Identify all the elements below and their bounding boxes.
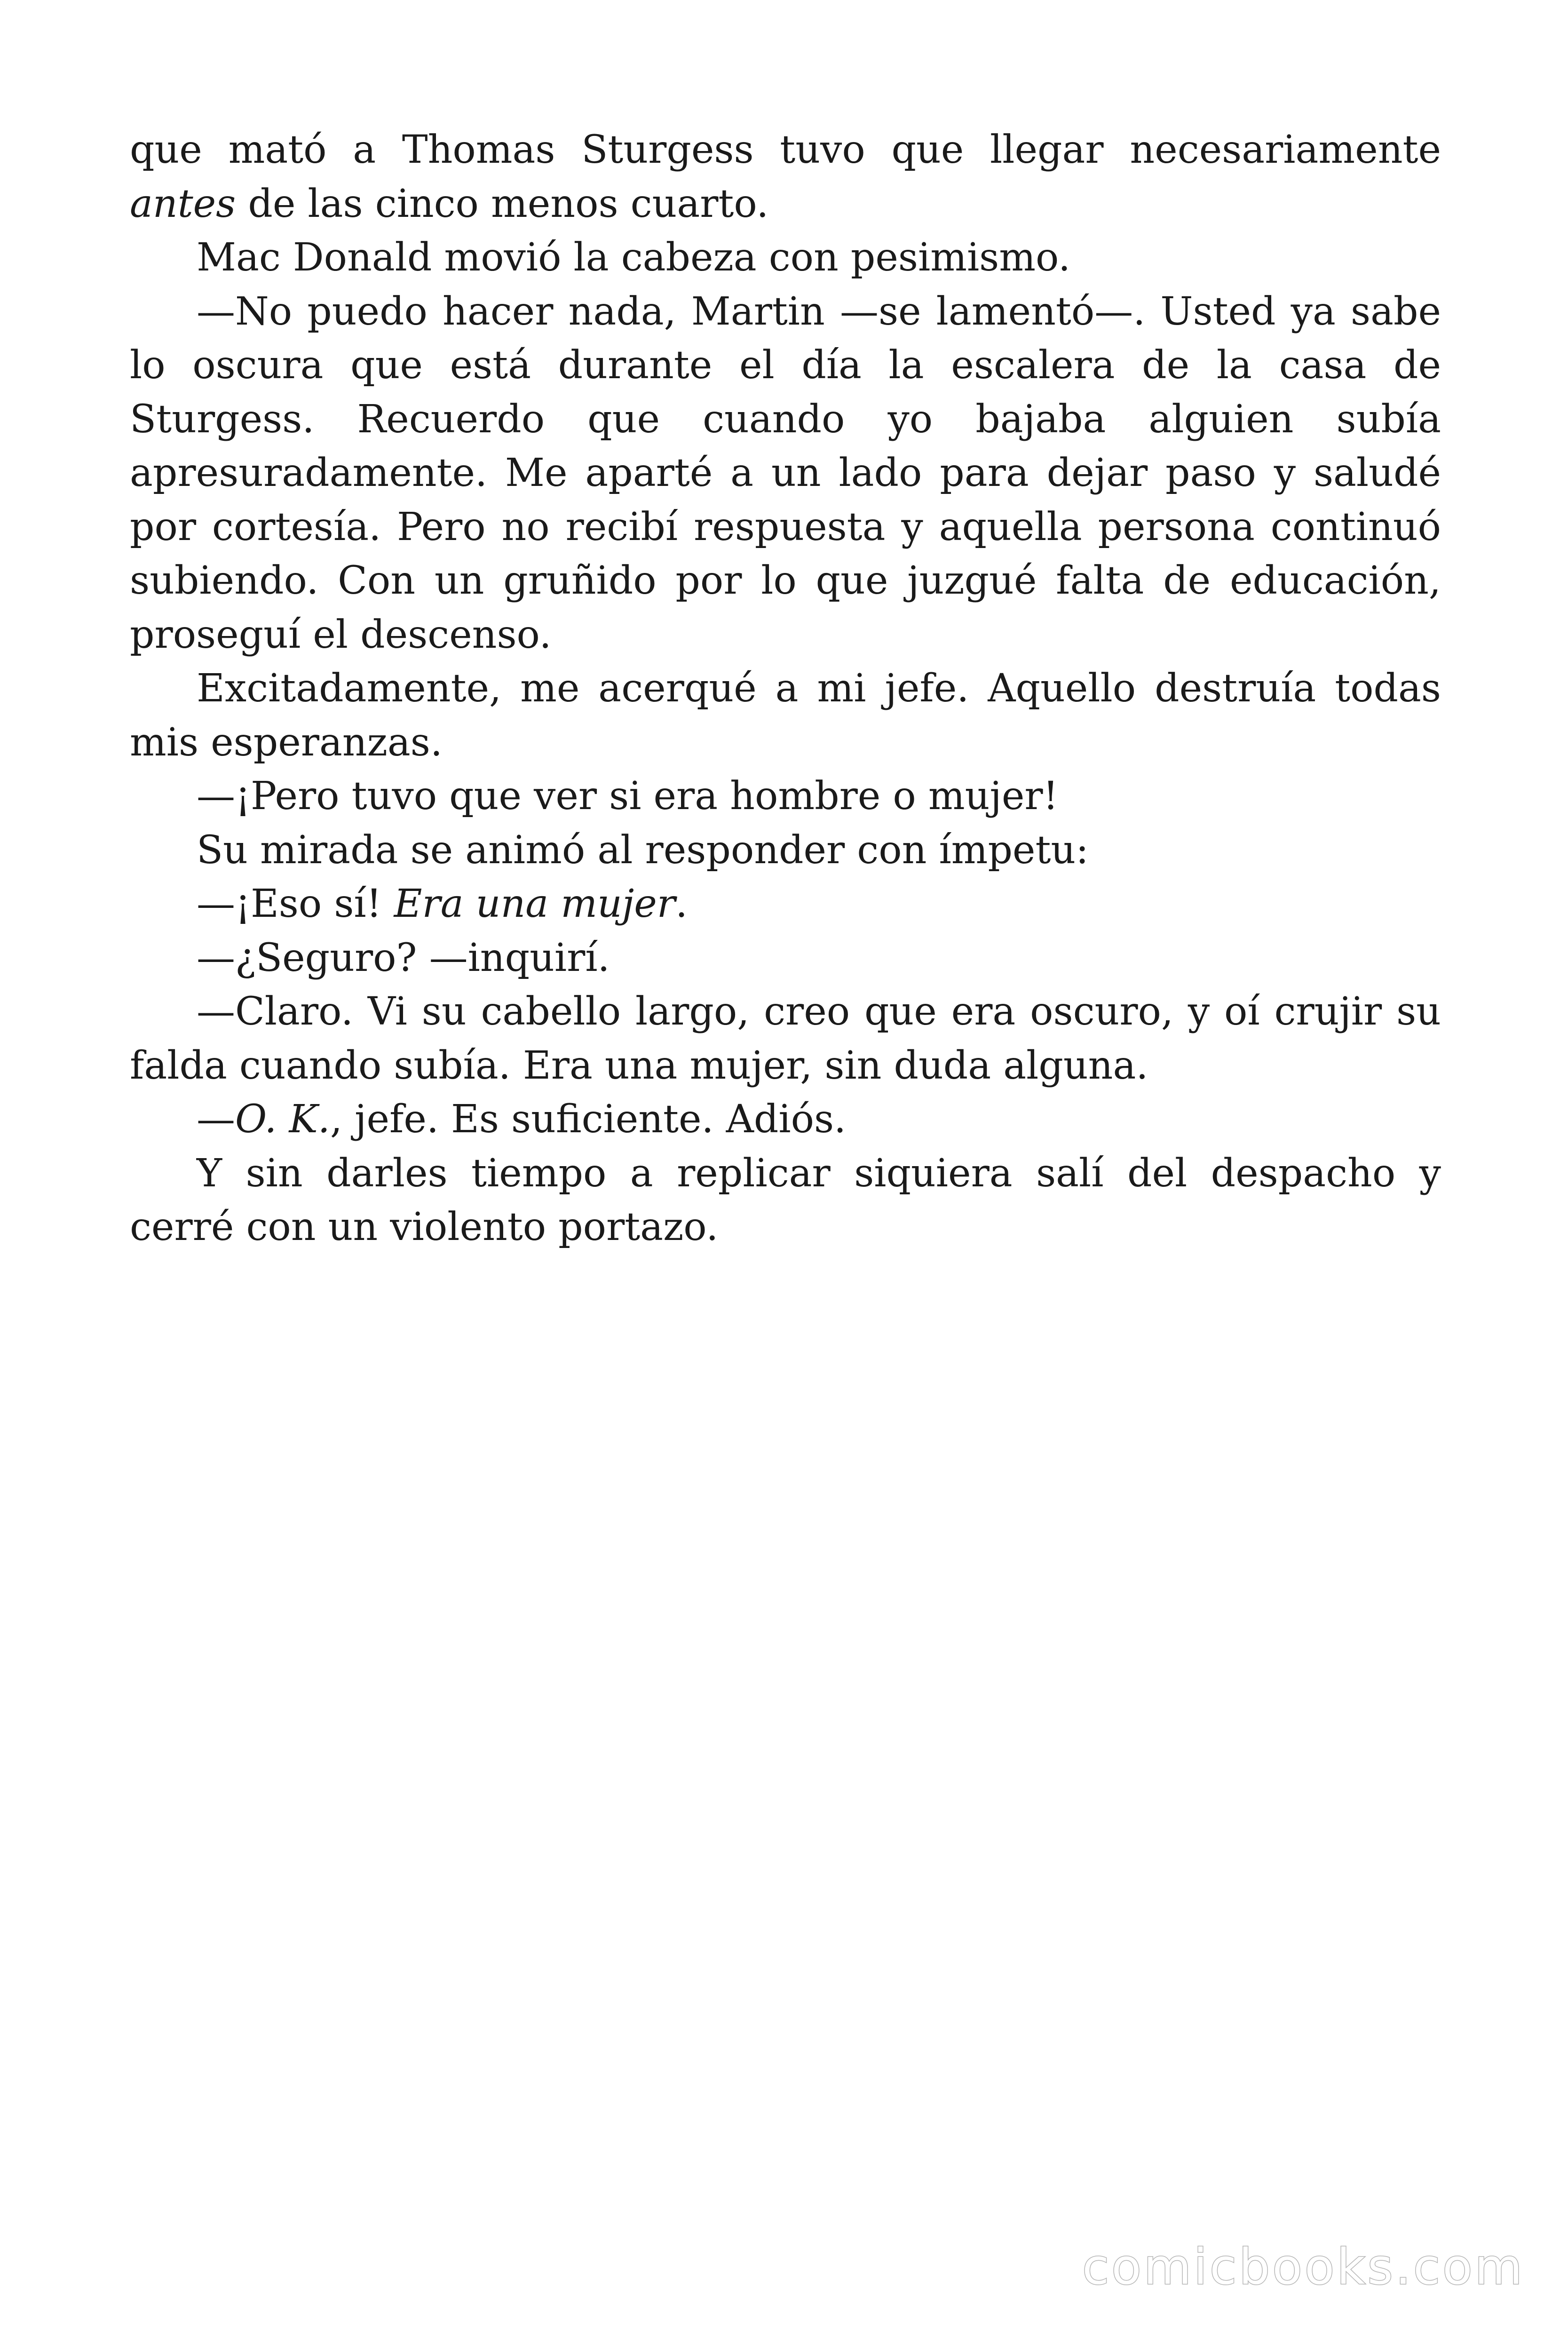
paragraph-text: —¡Pero tuvo que ver si era hombre o mujer! (197, 774, 1059, 818)
watermark: comicbooks.com (1082, 2238, 1525, 2296)
paragraph-text: . (675, 882, 688, 926)
paragraph-text: de las cinco menos cuarto. (236, 181, 769, 226)
paragraph-text: Y sin darles tiempo a replicar siquiera salí del despacho y cerré con un violento portazo. (130, 1151, 1441, 1249)
body-text (130, 123, 1441, 1255)
italic-text: antes (130, 181, 236, 226)
paragraph-text: — (197, 1097, 235, 1142)
paragraph-text: —¡Eso sí! (197, 882, 394, 926)
paragraph-text: Excitadamente, me acerqué a mi jefe. Aquello destruía todas mis esperanzas. (130, 666, 1441, 765)
paragraph-text: Mac Donald movió la cabeza con pesimismo. (197, 235, 1071, 280)
italic-text: Era una mujer (394, 882, 675, 926)
italic-text: O. K. (235, 1097, 330, 1142)
paragraph (130, 285, 1441, 662)
paragraph (130, 877, 1441, 931)
paragraph-text: —Claro. Vi su cabello largo, creo que era oscuro, y oí crujir su falda cuando subía. Era una mujer, sin duda alguna. (130, 989, 1441, 1088)
paragraph (130, 231, 1441, 285)
paragraph (130, 1147, 1441, 1255)
paragraph-text: , jefe. Es suficiente. Adiós. (330, 1097, 847, 1142)
paragraph (130, 985, 1441, 1093)
paragraph (130, 123, 1441, 231)
paragraph-text: que mató a Thomas Sturgess tuvo que llegar necesariamente (130, 127, 1441, 172)
paragraph (130, 770, 1441, 824)
paragraph (130, 1093, 1441, 1147)
paragraph-text: —No puedo hacer nada, Martin —se lamentó—. Usted ya sabe lo oscura que está durante el día la escalera de la casa de Sturgess. Recuerdo que cuando yo bajaba alguien subía apresuradamente. Me aparté a un lado para dejar paso y saludé por cortesía. Pero no recibí respuesta y aquella persona continuó subiendo. Con un gruñido por lo que juzgué falta de educación, proseguí el descenso. (130, 289, 1441, 657)
paragraph-text: —¿Seguro? —inquirí. (197, 935, 610, 980)
paragraph-text: Su mirada se animó al responder con ímpetu: (197, 827, 1089, 873)
paragraph (130, 824, 1441, 878)
paragraph (130, 931, 1441, 985)
paragraph (130, 662, 1441, 770)
